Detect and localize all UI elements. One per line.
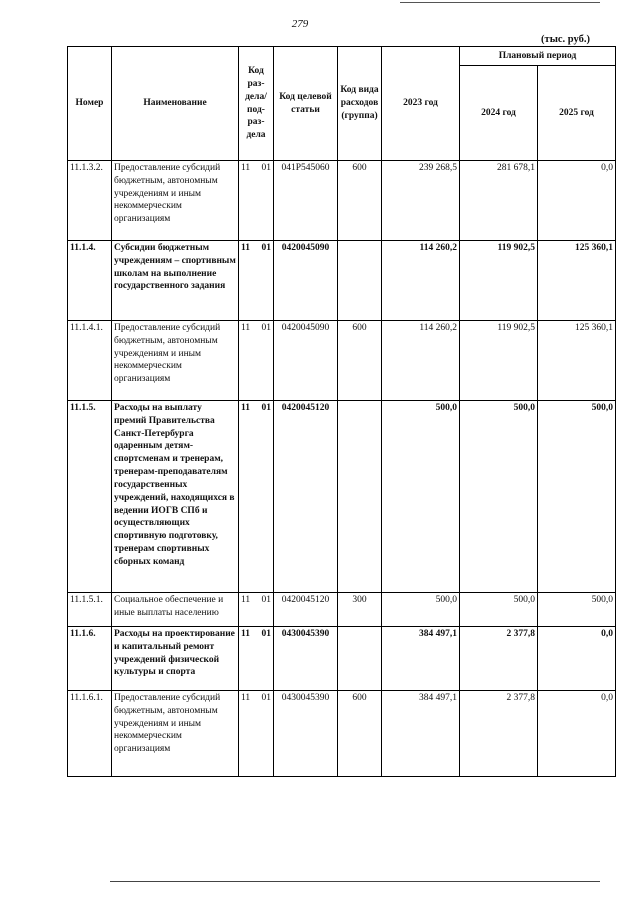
row-target: 0430045390: [274, 627, 338, 691]
row-name: Предоставление субсидий бюджетным, автономным учреждениям и иным некоммерческим организациям: [112, 321, 239, 401]
row-name: Расходы на проектирование и капитальный ремонт учреждений физической культуры и спорта: [112, 627, 239, 691]
header-expense: Код вида расходов (группа): [338, 47, 382, 161]
row-target: 0430045390: [274, 691, 338, 777]
row-number: 11.1.4.1.: [68, 321, 112, 401]
table-row: [68, 161, 616, 241]
header-number: Номер: [68, 47, 112, 161]
row-2024: 2 377,8: [460, 691, 538, 777]
row-expense: 600: [338, 691, 382, 777]
row-2024: 281 678,1: [460, 161, 538, 241]
header-section: Код раз-дела/ под-раз-дела: [239, 47, 274, 161]
table-row: [68, 321, 616, 401]
row-expense: [338, 401, 382, 593]
row-target: 0420045120: [274, 401, 338, 593]
row-expense: [338, 241, 382, 321]
table-body: [68, 161, 616, 777]
row-section: [239, 627, 274, 691]
row-section-code: 11: [241, 403, 250, 413]
row-section-code: 11: [241, 323, 251, 333]
row-expense: 600: [338, 161, 382, 241]
top-rule: [400, 2, 600, 3]
table-row: [68, 593, 616, 627]
row-number: 11.1.4.: [68, 241, 112, 321]
row-2025: 0,0: [538, 691, 616, 777]
bottom-rule: [110, 881, 600, 882]
row-target: 041P545060: [274, 161, 338, 241]
row-section-code: 11: [241, 163, 251, 173]
row-2025: 0,0: [538, 627, 616, 691]
table-row: [68, 241, 616, 321]
row-name: Предоставление субсидий бюджетным, автономным учреждениям и иным некоммерческим организациям: [112, 691, 239, 777]
row-2023: 384 497,1: [382, 627, 460, 691]
row-section-code: 11: [241, 595, 251, 605]
table-header: [68, 47, 616, 161]
row-2025: 500,0: [538, 593, 616, 627]
row-number: 11.1.6.1.: [68, 691, 112, 777]
row-2023: 114 260,2: [382, 241, 460, 321]
row-section-code: 11: [241, 629, 250, 639]
row-section: [239, 691, 274, 777]
row-section: [239, 401, 274, 593]
row-section-code: 11: [241, 693, 251, 703]
row-2024: 2 377,8: [460, 627, 538, 691]
row-section: [239, 321, 274, 401]
row-target: 0420045120: [274, 593, 338, 627]
row-name: Социальное обеспечение и иные выплаты населению: [112, 593, 239, 627]
row-2025: 125 360,1: [538, 241, 616, 321]
row-2023: 384 497,1: [382, 691, 460, 777]
table-row: [68, 691, 616, 777]
page-number: 279: [291, 18, 309, 30]
row-2025: 500,0: [538, 401, 616, 593]
row-section: [239, 241, 274, 321]
row-subsection-code: 01: [261, 323, 271, 333]
row-target: 0420045090: [274, 321, 338, 401]
row-2023: 500,0: [382, 593, 460, 627]
row-section: [239, 593, 274, 627]
row-expense: [338, 627, 382, 691]
row-2024: 500,0: [460, 401, 538, 593]
row-2024: 119 902,5: [460, 321, 538, 401]
row-number: 11.1.6.: [68, 627, 112, 691]
header-target: Код целевой статьи: [274, 47, 338, 161]
row-subsection-code: 01: [261, 629, 271, 639]
row-2025: 125 360,1: [538, 321, 616, 401]
header-name: Наименование: [112, 47, 239, 161]
units-label: (тыс. руб.): [541, 34, 590, 45]
row-2023: 114 260,2: [382, 321, 460, 401]
row-subsection-code: 01: [261, 403, 271, 413]
row-subsection-code: 01: [261, 595, 271, 605]
row-name: Предоставление субсидий бюджетным, автономным учреждениям и иным некоммерческим организациям: [112, 161, 239, 241]
row-expense: 600: [338, 321, 382, 401]
row-section: [239, 161, 274, 241]
row-expense: 300: [338, 593, 382, 627]
row-2024: 500,0: [460, 593, 538, 627]
row-number: 11.1.3.2.: [68, 161, 112, 241]
row-target: 0420045090: [274, 241, 338, 321]
row-2023: 239 268,5: [382, 161, 460, 241]
row-number: 11.1.5.: [68, 401, 112, 593]
row-2024: 119 902,5: [460, 241, 538, 321]
header-2023: 2023 год: [382, 47, 460, 161]
row-name: Расходы на выплату премий Правительства Санкт-Петербурга одаренным детям-спортсменам и тренерам, тренерам-преподавателям государственных учреждений, находящихся в ведении ИОГВ СПб и осуществляющих спортивную подготовку, тренерам спортивных сборных команд: [112, 401, 239, 593]
row-section-code: 11: [241, 243, 250, 253]
row-2023: 500,0: [382, 401, 460, 593]
header-2024: 2024 год: [460, 66, 538, 161]
row-subsection-code: 01: [261, 693, 271, 703]
row-subsection-code: 01: [261, 243, 271, 253]
header-2025: 2025 год: [538, 66, 616, 161]
row-subsection-code: 01: [261, 163, 271, 173]
row-name: Субсидии бюджетным учреждениям – спортивным школам на выполнение государственного задания: [112, 241, 239, 321]
budget-table: [67, 46, 616, 777]
row-2025: 0,0: [538, 161, 616, 241]
header-plan-period: Плановый период: [460, 47, 616, 66]
table-row: [68, 627, 616, 691]
table-row: [68, 401, 616, 593]
row-number: 11.1.5.1.: [68, 593, 112, 627]
